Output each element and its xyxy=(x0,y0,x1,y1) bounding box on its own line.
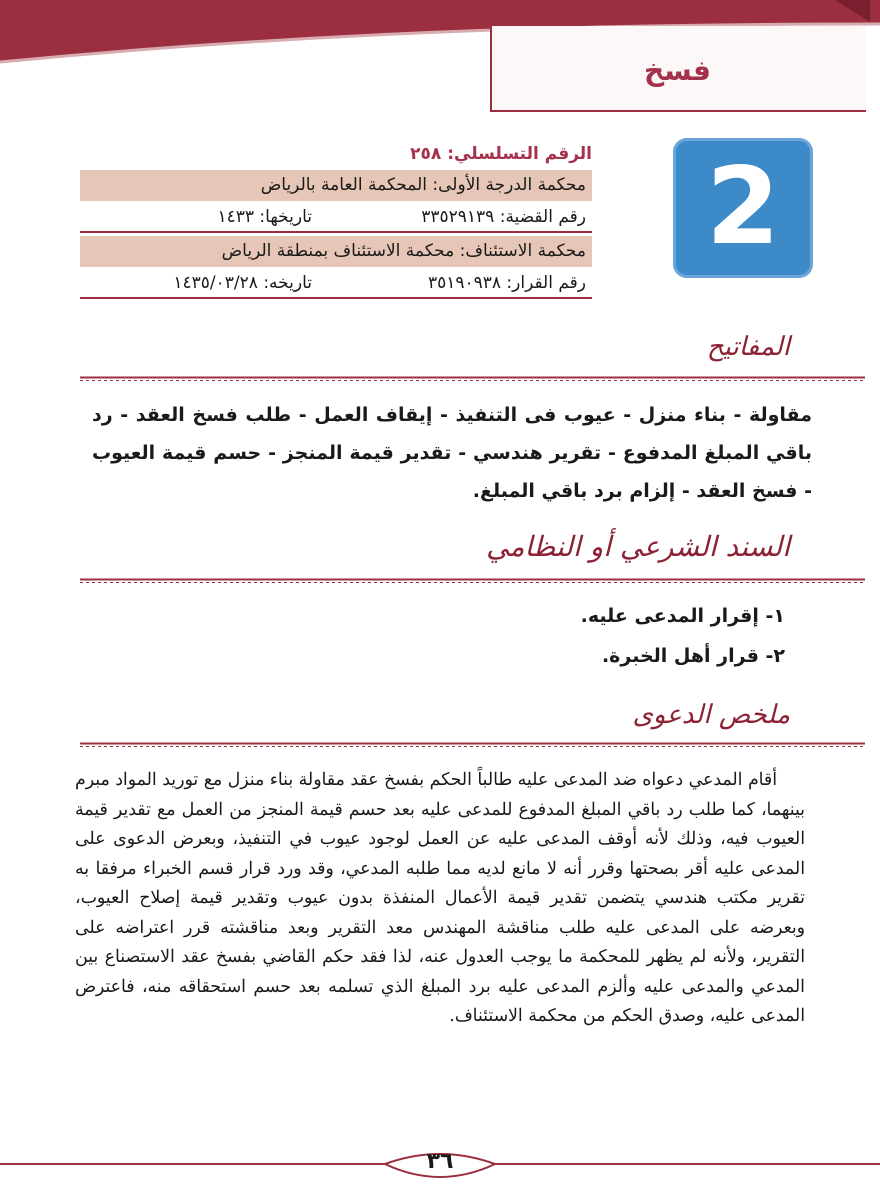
case-number-row xyxy=(80,202,592,233)
keywords-text: مقاولة - بناء منزل - عيوب فى التنفيذ - إيقاف العمل - طلب فسخ العقد - رد باقي المبلغ المدفوع - تقرير هندسي - تقدير قيمة المنجز - حسم قيمة العيوب - فسخ العقد - إلزام برد باقي المبلغ. xyxy=(92,404,812,502)
basis-item: ١- إقرار المدعى عليه. xyxy=(580,605,785,627)
appeal-court: محكمة الاستئناف: محكمة الاستئناف بمنطقة الرياض xyxy=(221,241,586,261)
first-court: محكمة الدرجة الأولى: المحكمة العامة بالرياض xyxy=(260,175,586,195)
keywords-heading: المفاتيح xyxy=(706,332,790,362)
basis-list xyxy=(581,596,785,676)
case-number: 2 xyxy=(706,145,780,268)
section-title-box xyxy=(490,26,866,112)
serial-number: الرقم التسلسلي: ٢٥٨ xyxy=(410,144,592,164)
page-number: ٣٦ xyxy=(426,1149,454,1174)
decision-date: تاريخه: ١٤٣٥/٠٣/٢٨ xyxy=(173,273,312,293)
summary-divider xyxy=(80,742,865,748)
appeal-court-row xyxy=(80,236,592,267)
summary-text: أقام المدعي دعواه ضد المدعى عليه طالباً الحكم بفسخ عقد مقاولة بناء منزل مع توريد المواد مبرم بينهما، كما طلب رد باقي المبلغ المدفوع للمدعى عليه بعد حسم قيمة المنجز من العمل مع تقدير قيمة العيوب فيه، وذلك لأنه أوقف المدعى عليه عن العمل لوجود عيوب في التنفيذ، وبعرض الدعوى على المدعى عليه أقر بصحتها وقرر أنه لا مانع لديه مما طلبه المدعي، وقد ورد قرار قسم الخبراء مرفقا به تقرير مكتب هندسي يتضمن تقدير قيمة الأعمال المنفذة بدون عيوب وتقدير قيمة إصلاح العيوب، وبعرضه على المدعى عليه طلب مناقشة المهندس معد التقرير وبعد مناقشته قرر اعتراضه على التقرير، ولأنه لم يظهر للمحكمة ما يوجب العدول عنه، لذا فقد حكم القاضي بفسخ عقد الاستصناع بين المدعي والمدعى عليه وألزم المدعى عليه برد المبلغ الذي تسلمه بعد حسم استحقاقه منه، فاعترض المدعى عليه، وصدق الحكم من محكمة الاستئناف. xyxy=(75,770,805,1026)
decision-row xyxy=(80,268,592,299)
summary-heading: ملخص الدعوى xyxy=(632,700,790,730)
case-number-badge xyxy=(673,138,813,278)
keywords-divider xyxy=(80,376,865,382)
section-title: فسخ xyxy=(643,54,711,87)
first-court-row xyxy=(80,170,592,201)
basis-heading: السند الشرعي أو النظامي xyxy=(486,530,790,563)
basis-item: ٢- قرار أهل الخبرة. xyxy=(601,645,785,667)
case-date: تاريخها: ١٤٣٣ xyxy=(217,207,312,227)
case-number-text: رقم القضية: ٣٣٥٢٩١٣٩ xyxy=(421,207,586,227)
summary-body xyxy=(75,766,805,1032)
decision-number: رقم القرار: ٣٥١٩٠٩٣٨ xyxy=(427,273,586,293)
basis-divider xyxy=(80,578,865,584)
